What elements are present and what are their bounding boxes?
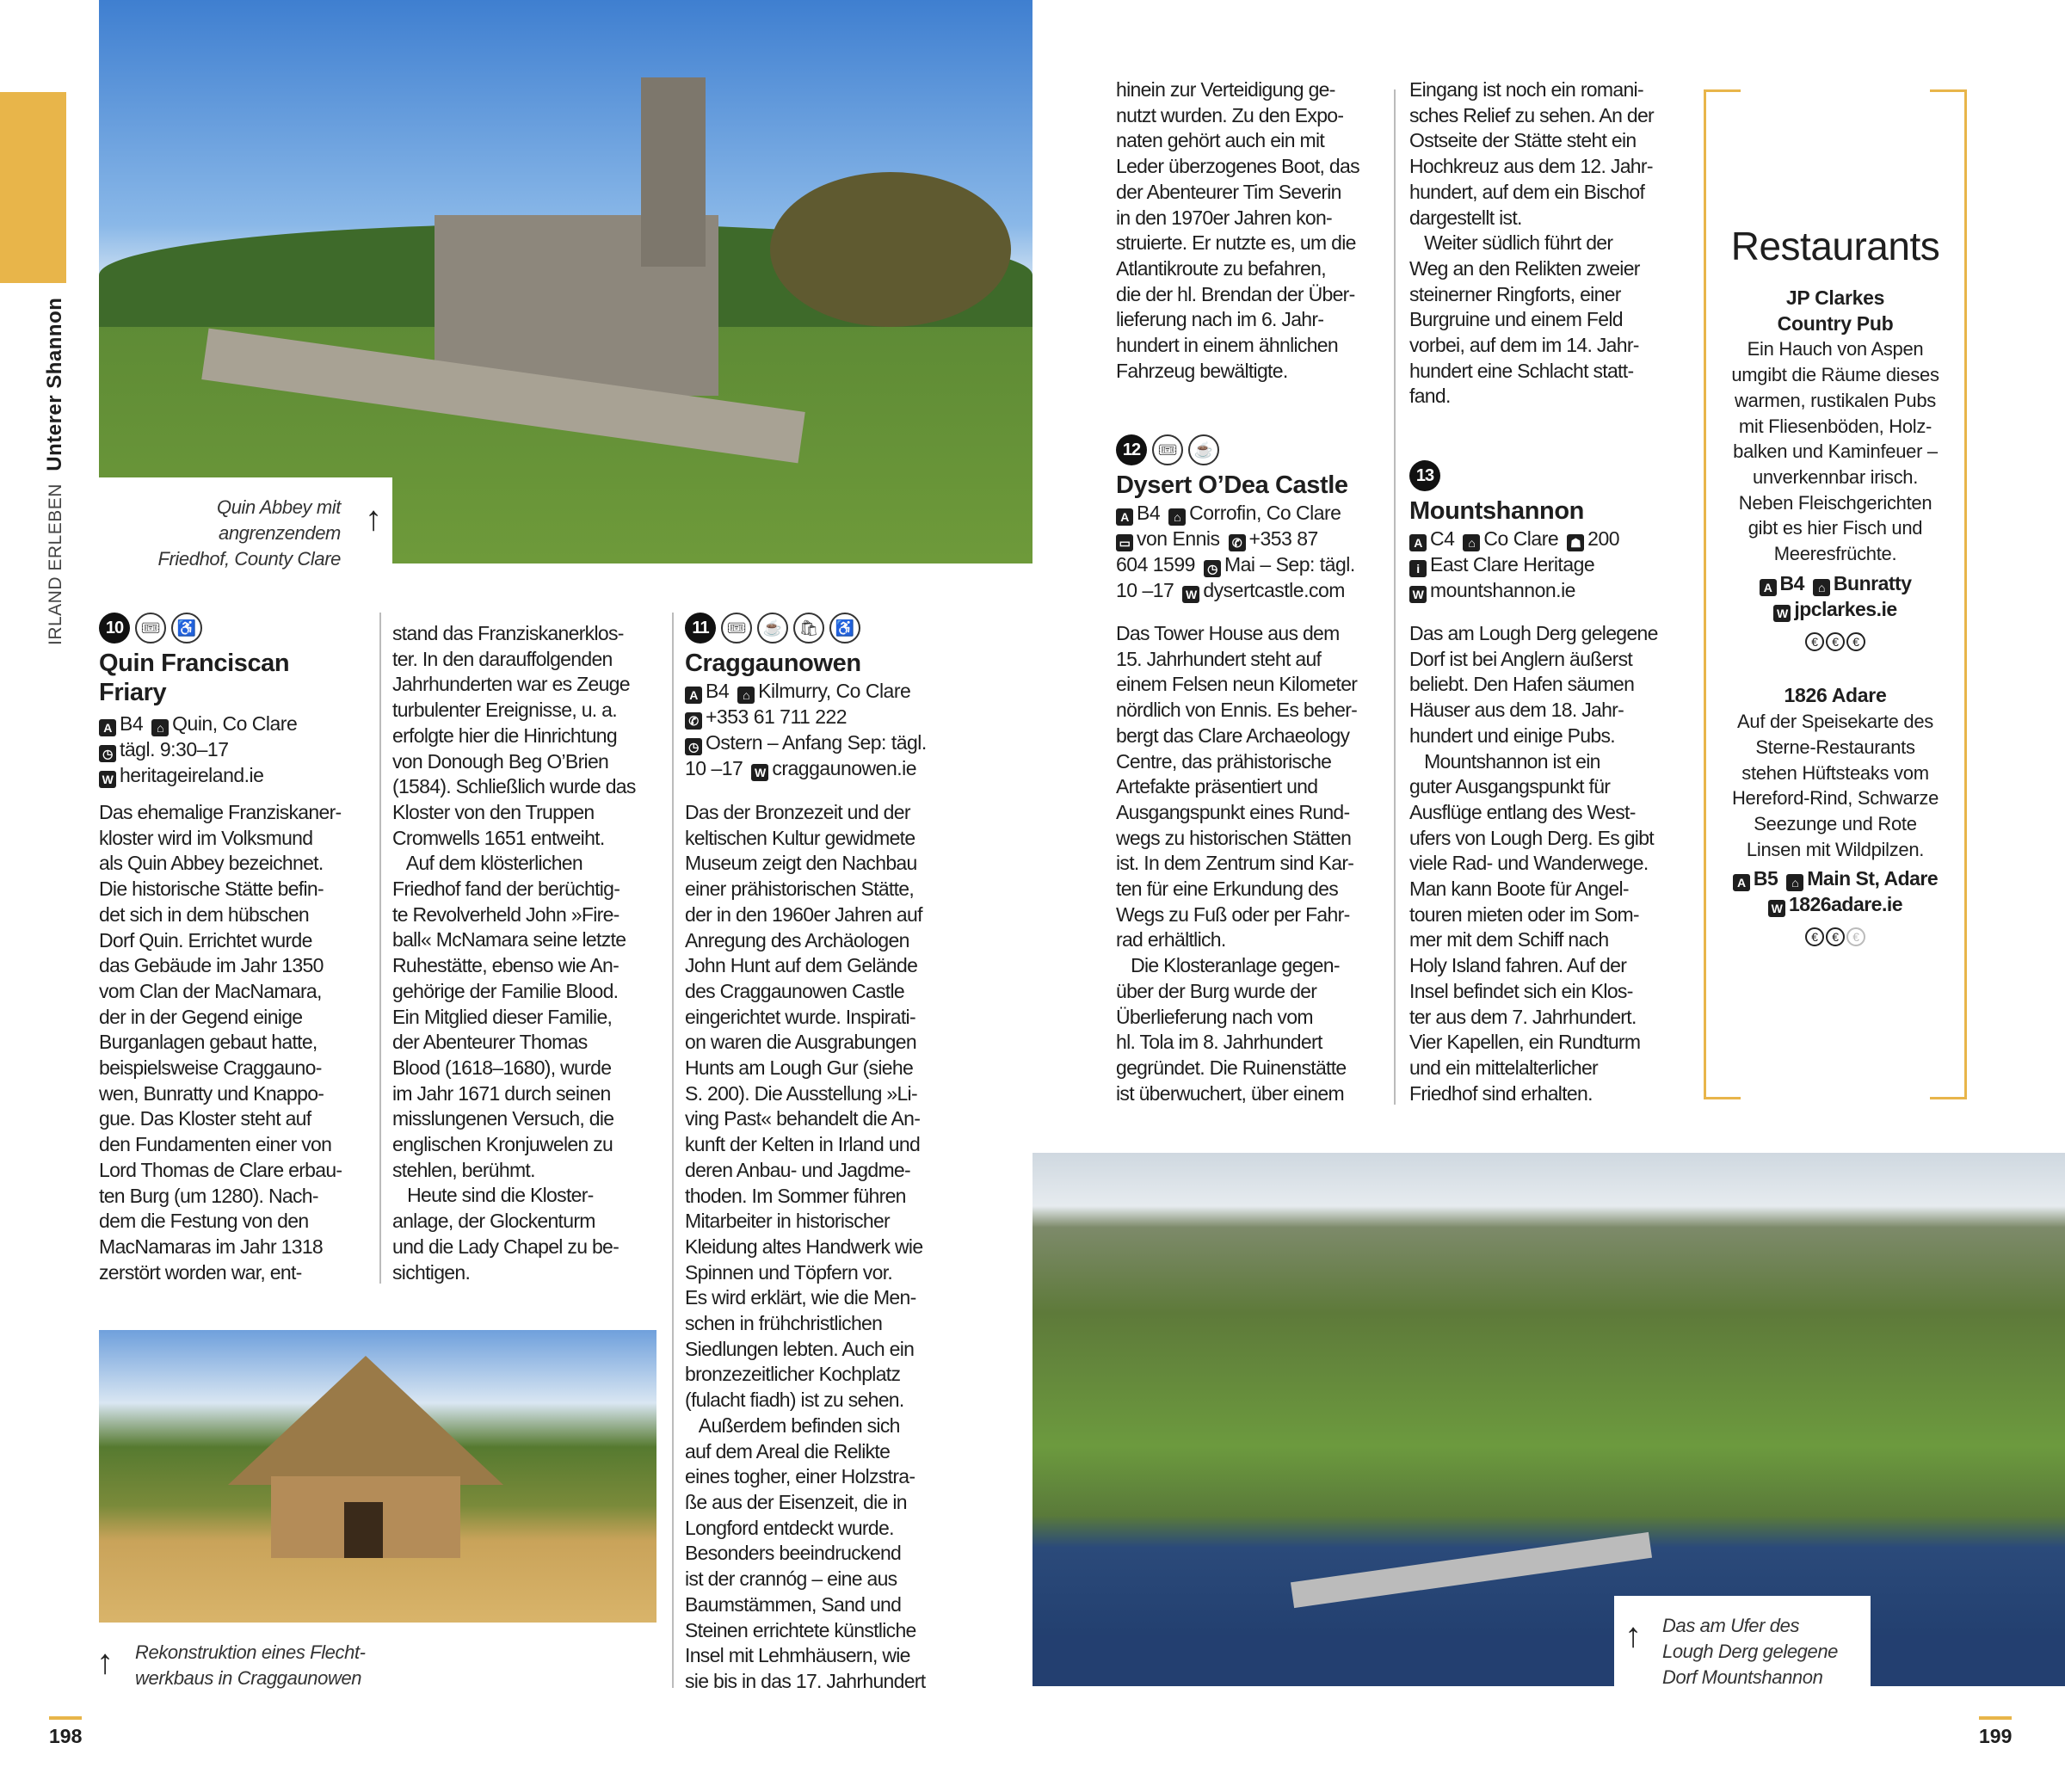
restaurants-heading: Restaurants <box>1730 224 1940 268</box>
sight-mountshannon <box>1409 460 1685 603</box>
info-text: Mai – Sep: tägl. <box>1224 553 1355 576</box>
info-row <box>685 704 960 730</box>
body-text: stand das Franziskanerklos- ter. In den darauffolgenden Jahrhunderten war es Zeuge turbulenter Ereignisse, u. a. erfolgte hier die Hinrichtung von Donough Beg O’Brien (1584). Schließlich wurde das Kloster von den Truppen Cromwells 1651 entweiht. Auf dem klösterlichen Friedhof fand der berüchtig- te Revolverheld John »Fire- ball« McNamara seine letzte Ruhestätte, ebenso wie An- gehörige der Familie Blood. Ein Mitglied dieser Familie, der Abenteurer Thomas Blood (1618–1680), wurde im Jahr 1671 durch seinen misslungenen Versuch, die englischen Kronjuwelen zu stehlen, berühmt. Heute sind die Kloster- anlage, der Glockenturm und die Lady Chapel zu be- sichtigen. <box>392 622 636 1284</box>
address: Bunratty <box>1833 571 1912 594</box>
info-text: East Clare Heritage <box>1430 553 1595 576</box>
body-text: Das ehemalige Franziskaner- kloster wird im Volksmund als Quin Abbey bezeichnet. Die historische Stätte befin- det sich in dem hübschen Dorf Quin. Errichtet wurde das Gebäude im Jahr 1350 vom Clan der MacNamara, der in der Gegend einige Burganlagen gebaut hatte, beispielsweise Craggauno- wen, Bunratty und Knappo- gue. Das Kloster steht auf den Fundamenten einer von Lord Thomas de Clare erbau- ten Burg (um 1280). Nach- dem die Festung von den MacNamaras im Jahr 1318 zerstört worden war, ent- <box>99 801 342 1284</box>
sight-badges <box>1409 460 1685 491</box>
address-icon: ⌂ <box>151 719 169 736</box>
sight-badges <box>685 613 960 644</box>
price-rating <box>1706 627 1964 653</box>
mountshannon-photo <box>1032 1153 2065 1686</box>
address-icon: ⌂ <box>1813 579 1830 596</box>
info-text: Ostern – Anfang Sep: tägl. <box>706 731 927 754</box>
section-label: IRLAND ERLEBEN <box>46 483 65 645</box>
map-icon: A <box>99 719 116 736</box>
restaurant-web <box>1706 596 1964 622</box>
bus-icon: ▭ <box>1116 534 1133 551</box>
sight-quin <box>99 613 374 788</box>
info-icon: i <box>1409 560 1427 577</box>
info-text: heritageireland.ie <box>120 764 264 786</box>
restaurant-name: JP Clarkes Country Pub <box>1777 286 1894 335</box>
sight-info <box>99 711 374 788</box>
body-text: Eingang ist noch ein romani- sches Relief zu sehen. An der Ostseite der Stätte steht ein Hochkreuz aus dem 12. Jahr- hundert, auf dem ein Bischof dargestellt ist. Weiter südlich führt der Weg an den Relikten zweier steinerner Ringforts, einer Burgruine und einem Feld vorbei, auf dem im 14. Jahr- hundert eine Schlacht statt- fand. <box>1409 78 1654 408</box>
population-icon: ☗ <box>1567 534 1584 551</box>
sight-info <box>685 678 960 781</box>
sight-number: 10 <box>99 613 130 644</box>
address: Main St, Adare <box>1807 867 1939 890</box>
sight-info <box>1409 526 1685 603</box>
info-row <box>685 755 960 781</box>
euro-icon: € <box>1805 927 1824 946</box>
sight-number: 13 <box>1409 460 1440 491</box>
info-text: mountshannon.ie <box>1430 579 1575 601</box>
phone-icon: ✆ <box>1229 534 1246 551</box>
info-text: dysertcastle.com <box>1203 579 1345 601</box>
info-text: Quin, Co Clare <box>172 712 298 735</box>
info-text: tägl. 9:30–17 <box>120 738 229 761</box>
info-text: C4 <box>1430 527 1455 550</box>
info-text: von Ennis <box>1137 527 1220 550</box>
wheelchair-icon: ♿ <box>829 613 860 644</box>
clock-icon: ◷ <box>99 745 116 762</box>
info-row <box>1116 577 1391 603</box>
info-text: Kilmurry, Co Clare <box>758 680 911 702</box>
info-text: Co Clare <box>1483 527 1559 550</box>
sight-dysert <box>1116 434 1391 603</box>
info-text: B4 <box>1137 502 1161 524</box>
map-ref: B4 <box>1779 571 1804 594</box>
info-text: +353 87 <box>1248 527 1318 550</box>
photo-caption: Rekonstruktion eines Flecht- werkbaus in Craggaunowen <box>135 1641 366 1689</box>
restaurant-item <box>1706 286 1964 652</box>
restaurant-info <box>1706 865 1964 891</box>
sight-badges <box>99 613 374 644</box>
info-row <box>1116 526 1391 551</box>
mountshannon-caption-box <box>1614 1596 1871 1686</box>
info-text: B4 <box>120 712 144 735</box>
sight-title: Craggaunowen <box>685 650 861 677</box>
restaurant-description: Ein Hauch von Aspen umgibt die Räume dieses warmen, rustikalen Pubs mit Fliesenböden, Holz- balken und Kaminfeuer – unverkennbar irisch. Neben Fleischgerichten gibt es hier Fisch und Meeresfrüchte. <box>1731 338 1939 565</box>
ticket-icon: 🎟 <box>135 613 166 644</box>
web-icon: W <box>1182 586 1199 603</box>
restaurant-description: Auf der Speisekarte des Sterne-Restaurants stehen Hüftsteaks vom Hereford-Rind, Schwarze Seezunge und Rote Linsen mit Wildpilzen. <box>1731 711 1939 860</box>
info-text: 200 <box>1587 527 1620 550</box>
euro-icon: € <box>1846 632 1865 651</box>
map-icon: A <box>1409 534 1427 551</box>
sight-info <box>1116 500 1391 603</box>
wheelchair-icon: ♿ <box>171 613 202 644</box>
euro-icon: € <box>1846 927 1865 946</box>
arrow-up-icon: ↑ <box>96 1643 114 1681</box>
web-icon: W <box>1773 605 1791 622</box>
clock-icon: ◷ <box>685 738 702 755</box>
web-icon: W <box>1768 900 1785 917</box>
info-text: 604 1599 <box>1116 553 1195 576</box>
price-rating <box>1706 922 1964 948</box>
info-text: 10 –17 <box>685 757 743 779</box>
web-icon: W <box>751 764 768 781</box>
ticket-icon: 🎟 <box>1152 434 1183 465</box>
address-icon: ⌂ <box>1786 874 1803 891</box>
clock-icon: ◷ <box>1204 560 1221 577</box>
restaurant-info <box>1706 570 1964 596</box>
info-row <box>99 736 374 762</box>
body-text: hinein zur Verteidigung ge- nutzt wurden. Zu den Expo- naten gehört auch ein mit Leder überzogenes Boot, das der Abenteurer Tim Severin in den 1970er Jahren kon- struierte. Er nutzte es, um die Atlantikroute zu befahren, die der hl. Brendan der Über- lieferung nach im 6. Jahr- hundert in einem ähnlichen Fahrzeug bewältigte. <box>1116 78 1359 382</box>
column-divider <box>672 613 674 1688</box>
ticket-icon: 🎟 <box>721 613 752 644</box>
address-icon: ⌂ <box>737 687 755 704</box>
info-row <box>1116 500 1391 526</box>
info-row <box>1116 551 1391 577</box>
chapter-label: Unterer Shannon <box>43 297 66 471</box>
body-text: Das der Bronzezeit und der keltischen Kultur gewidmete Museum zeigt den Nachbau einer prähistorischen Stätte, der in den 1960er Jahren auf Anregung des Archäologen John Hunt auf dem Gelände des Craggaunowen Castle eingerichtet wurde. Inspirati- on waren die Ausgrabungen Hunts am Lough Gur (siehe S. 200). Die Ausstellung »Li- ving Past« behandelt die An- kunft der Kelten in Irland und deren Anbau- und Jagdme- thoden. Im Sommer führen Mitarbeiter in historischer Kleidung altes Handwerk wie Spinnen und Töpfern vor. Es wird erklärt, wie die Men- schen in frühchristlichen Siedlungen lebten. Auch ein bronzezeitlicher Kochplatz (fulacht fiadh) ist zu sehen. Außerdem befinden sich auf dem Areal die Relikte eines togher, einer Holzstra- ße aus der Eisenzeit, die in Longford entdeckt wurde. Besonders beeindruckend ist der crannóg – eine aus Baumstämmen, Sand und Steinen errichtete künstliche Insel mit Lehmhäusern, wie sie bis in das 17. Jahrhundert <box>685 801 926 1692</box>
info-row <box>99 711 374 736</box>
sight-title: Mountshannon <box>1409 497 1584 525</box>
page-number-right: 199 <box>1979 1716 2012 1748</box>
photo-caption: Quin Abbey mit angrenzendem Friedhof, County Clare <box>157 496 341 570</box>
sight-number: 12 <box>1116 434 1147 465</box>
euro-icon: € <box>1805 632 1824 651</box>
info-text: B4 <box>706 680 730 702</box>
info-row <box>685 730 960 755</box>
cafe-icon: ☕ <box>757 613 788 644</box>
wattle-hut-photo <box>99 1330 656 1623</box>
website[interactable]: 1826adare.ie <box>1788 893 1903 916</box>
address-icon: ⌂ <box>1168 508 1186 526</box>
web-icon: W <box>1409 586 1427 603</box>
shop-icon: 🛍 <box>793 613 824 644</box>
map-icon: A <box>1733 874 1750 891</box>
website[interactable]: jpclarkes.ie <box>1794 597 1897 620</box>
sight-craggaunowen <box>685 613 960 781</box>
map-icon: A <box>1116 508 1133 526</box>
sight-title: Quin Franciscan Friary <box>99 650 290 706</box>
map-icon: A <box>1760 579 1777 596</box>
body-text: Das Tower House aus dem 15. Jahrhundert steht auf einem Felsen neun Kilometer nördlich von Ennis. Es beher- bergt das Clare Archaeology Centre, das prähistorische Artefakte präsentiert und Ausgangspunkt eines Rund- wegs zu historischen Stätten ist. In dem Zentrum sind Kar- ten für eine Erkundung des Wegs zu Fuß oder per Fahr- rad erhältlich. Die Klosteranlage gegen- über der Burg wurde der Überlieferung nach vom hl. Tola im 8. Jahrhundert gegründet. Die Ruinenstätte ist überwuchert, über einem <box>1116 622 1358 1105</box>
phone-icon: ✆ <box>685 712 702 730</box>
map-icon: A <box>685 687 702 704</box>
arrow-up-icon: ↑ <box>1624 1616 1642 1654</box>
restaurant-item <box>1706 683 1964 948</box>
info-row <box>1409 551 1685 577</box>
web-icon: W <box>99 771 116 788</box>
info-row <box>685 678 960 704</box>
restaurants-box <box>1704 89 1967 1099</box>
column-divider <box>1394 89 1396 1105</box>
column-divider <box>379 613 381 1284</box>
photo-caption: Das am Ufer des Lough Derg gelegene Dorf Mountshannon <box>1662 1615 1839 1688</box>
chapter-tab <box>0 92 66 283</box>
info-text: Corrofin, Co Clare <box>1189 502 1341 524</box>
arrow-up-icon: ↑ <box>365 500 382 538</box>
quin-caption-box <box>99 477 392 570</box>
euro-icon: € <box>1826 632 1845 651</box>
restaurant-web <box>1706 891 1964 917</box>
page-number-left: 198 <box>49 1716 82 1748</box>
restaurant-name: 1826 Adare <box>1784 684 1887 707</box>
info-row <box>1409 577 1685 603</box>
info-row <box>99 762 374 788</box>
info-text: craggaunowen.ie <box>772 757 917 779</box>
running-head <box>43 298 67 645</box>
cafe-icon: ☕ <box>1188 434 1219 465</box>
sight-number: 11 <box>685 613 716 644</box>
map-ref: B5 <box>1753 867 1778 890</box>
info-row <box>1409 526 1685 551</box>
sight-badges <box>1116 434 1391 465</box>
restaurant-list <box>1706 286 1964 979</box>
body-text: Das am Lough Derg gelegene Dorf ist bei Anglern äußerst beliebt. Den Hafen säumen Häuser aus dem 18. Jahr- hundert und einige Pubs. Mountshannon ist ein guter Ausgangspunkt für Ausflüge entlang des West- ufers von Lough Derg. Es gibt viele Rad- und Wanderwege. Man kann Boote für Angel- touren mieten oder im Som- mer mit dem Schiff nach Holy Island fahren. Auf der Insel befindet sich ein Klos- ter aus dem 7. Jahrhundert. Vier Kapellen, ein Rundturm und ein mittelalterlicher Friedhof sind erhalten. <box>1409 622 1658 1105</box>
address-icon: ⌂ <box>1463 534 1480 551</box>
info-text: 10 –17 <box>1116 579 1174 601</box>
sight-title: Dysert O’Dea Castle <box>1116 471 1348 499</box>
euro-icon: € <box>1826 927 1845 946</box>
info-text: +353 61 711 222 <box>706 705 848 728</box>
